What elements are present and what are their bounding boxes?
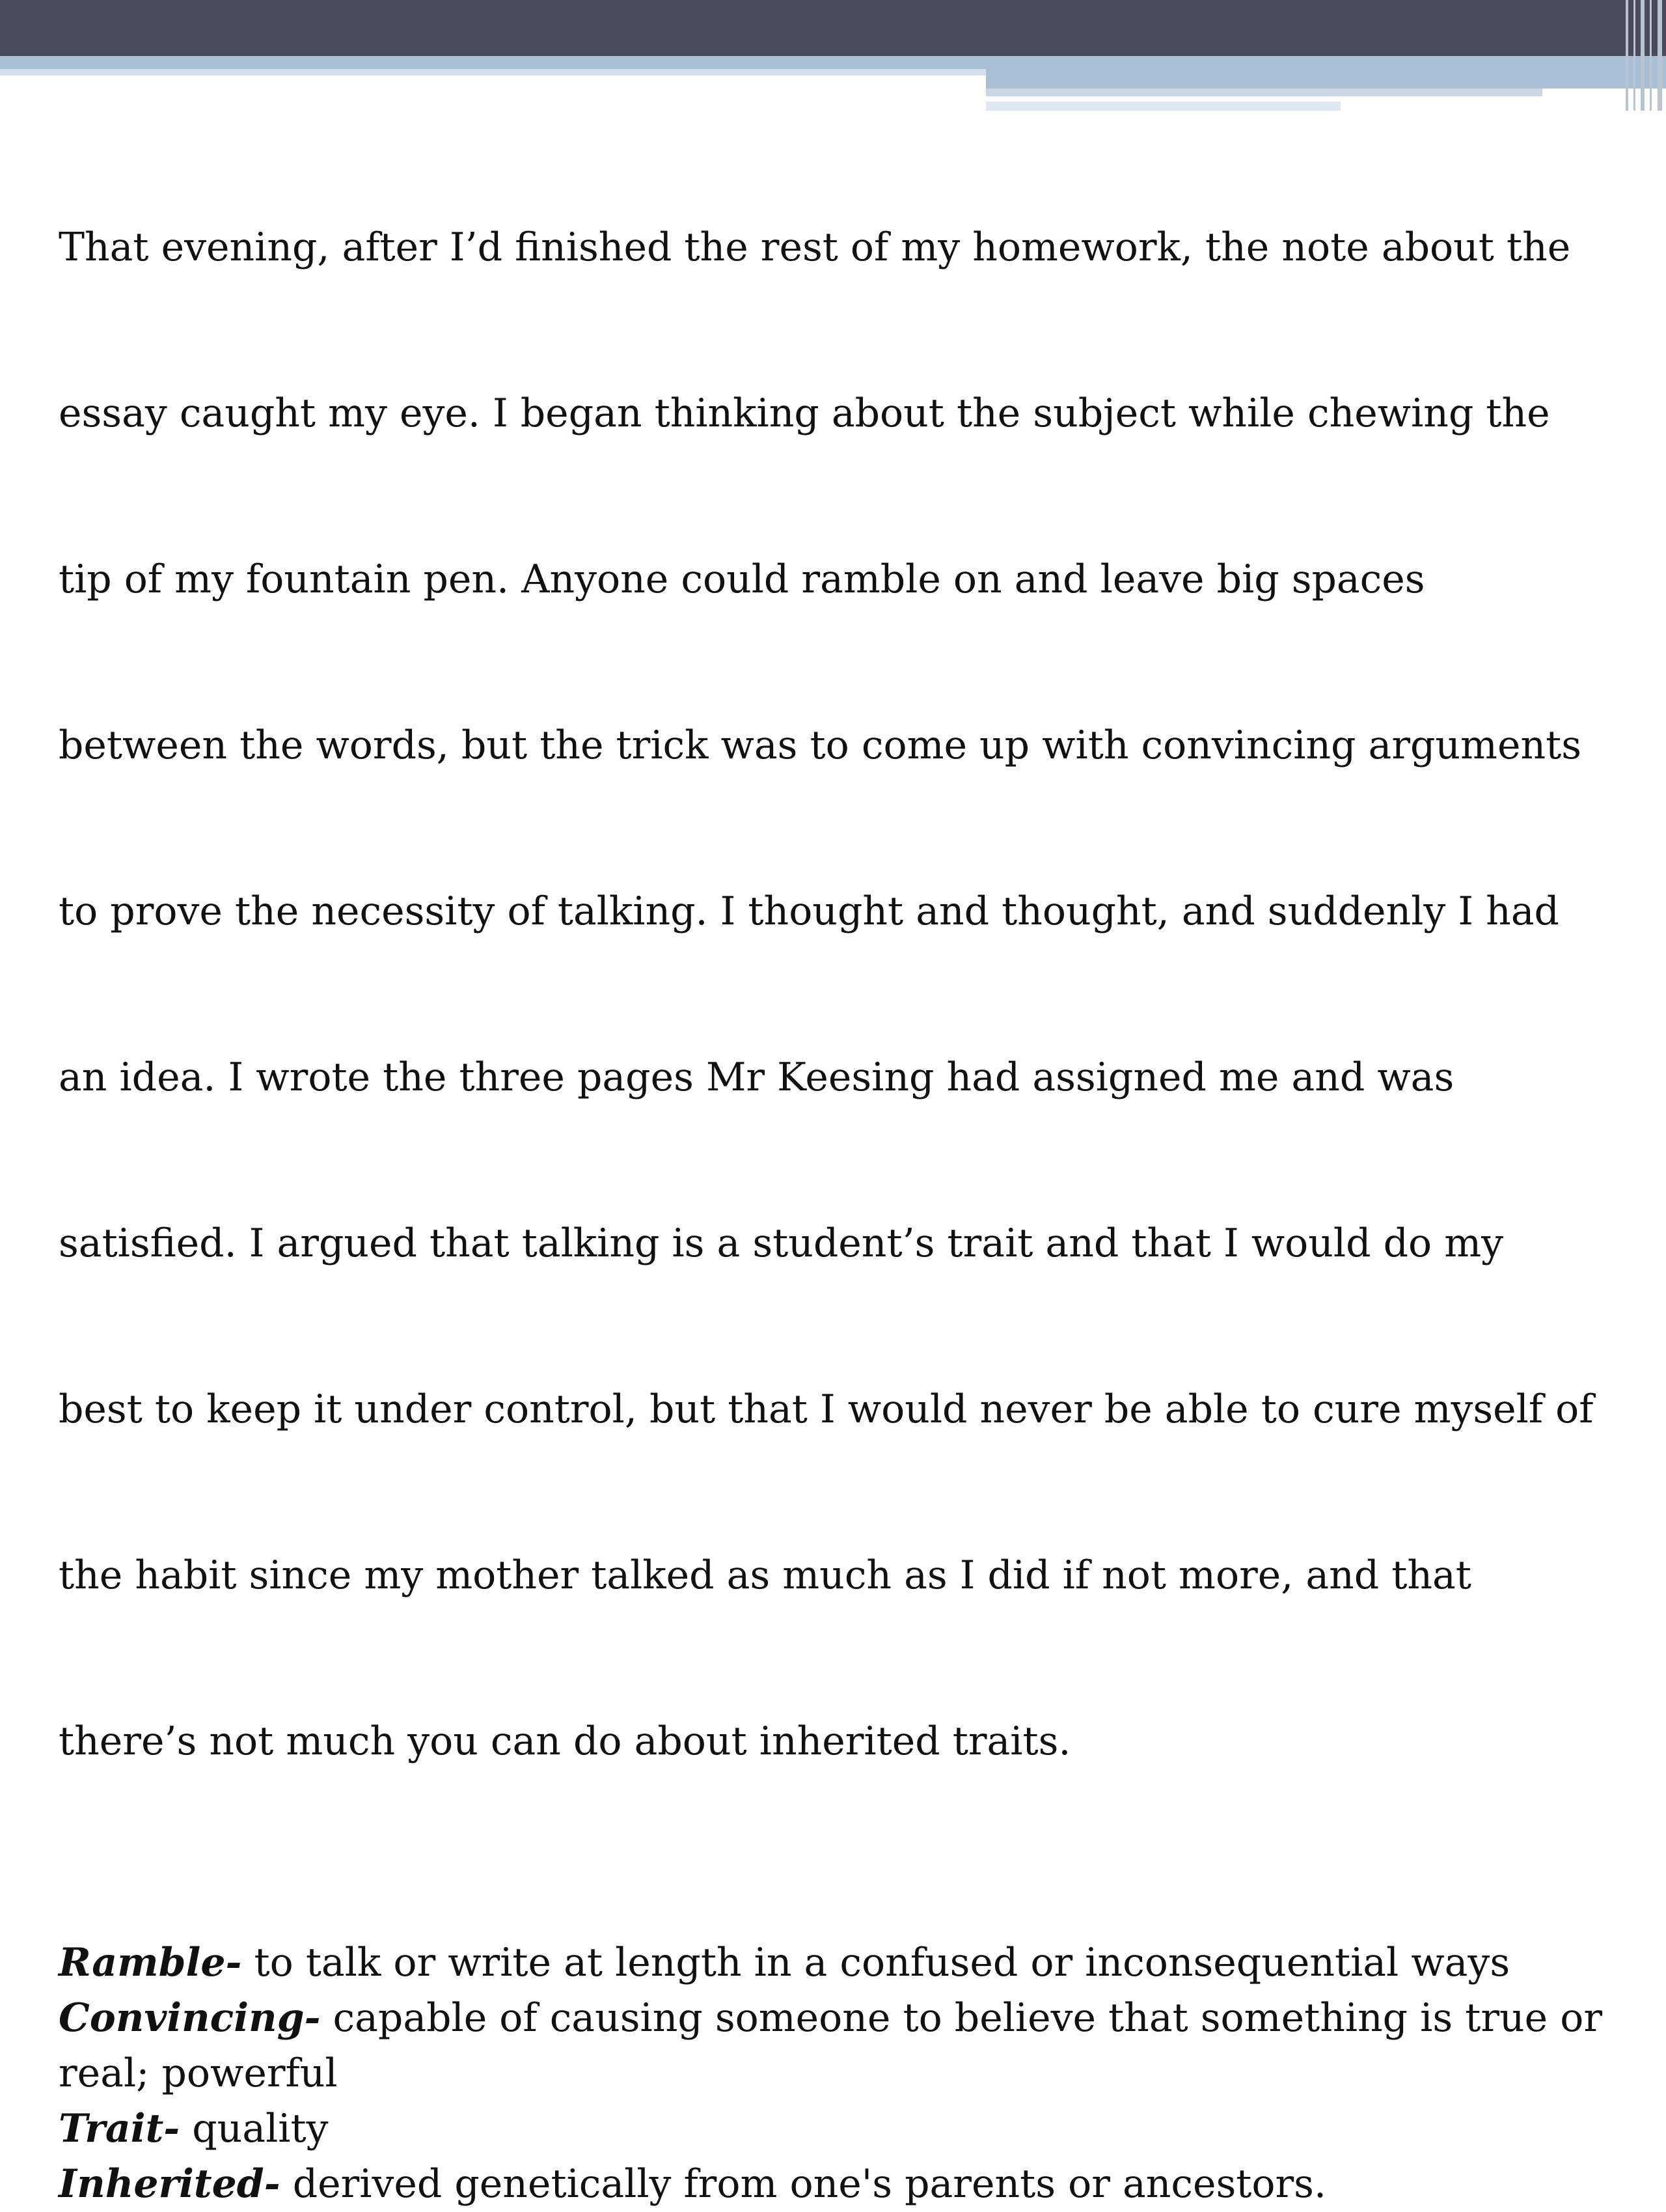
slide-edge-decoration xyxy=(1620,0,1666,111)
slide-content xyxy=(59,109,1637,2212)
vocabulary-definition: capable of causing someone to believe that something is true or real; powerful xyxy=(59,1995,1603,2096)
passage-line: satisfied. I argued that talking is a student’s trait and that I would do my xyxy=(59,1221,1503,1266)
passage-line: essay caught my eye. I began thinking about the subject while chewing the xyxy=(59,391,1550,436)
vocabulary-definition: derived genetically from one's parents or ancestors. xyxy=(280,2161,1327,2207)
passage-line: between the words, but the trick was to come up with convincing arguments xyxy=(59,723,1581,768)
blank-line xyxy=(59,1880,1637,1935)
edge-line xyxy=(1641,0,1645,111)
accent-strip xyxy=(0,56,1666,69)
passage-paragraph xyxy=(59,109,1637,1880)
accent-strip xyxy=(986,89,1542,96)
vocabulary-definition: to talk or write at length in a confused or inconsequential ways xyxy=(241,1940,1510,1985)
passage-line: to prove the necessity of talking. I thought and thought, and suddenly I had xyxy=(59,889,1559,934)
vocabulary-term: Ramble- xyxy=(59,1940,242,1985)
passage-line: best to keep it under control, but that I would never be able to cure myself of xyxy=(59,1387,1594,1432)
vocabulary-list xyxy=(59,1935,1637,2212)
vocabulary-item xyxy=(59,2157,1637,2212)
passage-line: there’s not much you can do about inherited traits. xyxy=(59,1719,1071,1764)
vocabulary-item xyxy=(59,1991,1637,2101)
edge-line xyxy=(1633,0,1635,111)
vocabulary-term: Trait- xyxy=(59,2106,180,2151)
edge-line xyxy=(1626,0,1628,111)
top-title-bar xyxy=(0,0,1666,56)
passage-line: the habit since my mother talked as much as I did if not more, and that xyxy=(59,1553,1471,1598)
vocabulary-term: Convincing- xyxy=(59,1995,321,2041)
vocabulary-term: Inherited- xyxy=(59,2161,280,2207)
passage-line: an idea. I wrote the three pages Mr Keesing had assigned me and was xyxy=(59,1055,1454,1100)
edge-line xyxy=(1650,0,1652,111)
vocabulary-definition: quality xyxy=(180,2106,329,2151)
passage-line: That evening, after I’d finished the rest of my homework, the note about the xyxy=(59,225,1571,270)
vocabulary-item xyxy=(59,1935,1637,1991)
accent-strip xyxy=(0,69,986,76)
passage-line: tip of my fountain pen. Anyone could ramble on and leave big spaces xyxy=(59,557,1425,602)
accent-strip xyxy=(986,96,1542,102)
vocabulary-item xyxy=(59,2101,1637,2157)
edge-line xyxy=(1658,0,1662,111)
accent-strip xyxy=(986,69,1666,89)
